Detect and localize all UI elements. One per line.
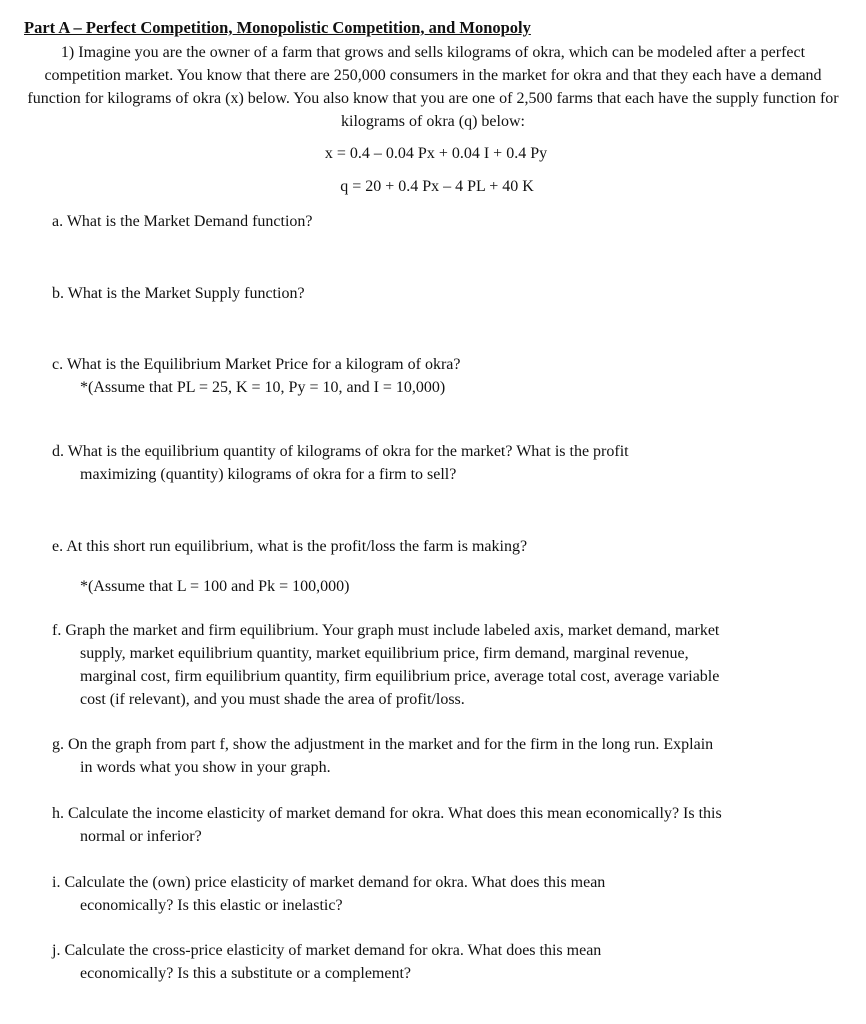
question-g-text-2: in words what you show in your graph. — [80, 759, 331, 776]
question-b — [52, 282, 812, 305]
question-e — [52, 535, 812, 558]
question-j-text-2: economically? Is this a substitute or a complement? — [80, 965, 412, 982]
question-f-text-2: supply, market equilibrium quantity, market equilibrium price, firm demand, marginal revenue, — [80, 645, 689, 662]
question-g-text: g. On the graph from part f, show the adjustment in the market and for the firm in the long run. Explain — [52, 736, 714, 753]
question-i-text-2: economically? Is this elastic or inelastic? — [80, 897, 343, 914]
question-c-text: c. What is the Equilibrium Market Price for a kilogram of okra? — [52, 356, 461, 373]
question-h-text: h. Calculate the income elasticity of market demand for okra. What does this mean economically? Is this — [52, 805, 722, 822]
section-heading: Part A – Perfect Competition, Monopolistic Competition, and Monopoly — [24, 18, 531, 37]
question-f — [52, 619, 812, 711]
question-b-text: b. What is the Market Supply function? — [52, 285, 305, 302]
question-c — [52, 353, 812, 399]
question-f-text: f. Graph the market and firm equilibrium. Your graph must include labeled axis, market demand, market — [52, 622, 720, 639]
question-h-text-2: normal or inferior? — [80, 828, 202, 845]
question-g — [52, 733, 812, 779]
demand-equation: x = 0.4 – 0.04 Px + 0.04 I + 0.4 Py — [324, 145, 548, 162]
question-c-assumption: *(Assume that PL = 25, K = 10, Py = 10, and I = 10,000) — [80, 379, 446, 396]
question-f-text-4: cost (if relevant), and you must shade the area of profit/loss. — [80, 691, 465, 708]
question-d-text: d. What is the equilibrium quantity of kilograms of okra for the market? What is the profit — [52, 443, 629, 460]
question-a-text: a. What is the Market Demand function? — [52, 213, 313, 230]
question-e-assumption: *(Assume that L = 100 and Pk = 100,000) — [80, 578, 350, 595]
question-i-text: i. Calculate the (own) price elasticity of market demand for okra. What does this mean — [52, 874, 606, 891]
question-a — [52, 210, 812, 233]
question-d-text-cont: maximizing (quantity) kilograms of okra for a firm to sell? — [80, 466, 457, 483]
question-e-text: e. At this short run equilibrium, what is the profit/loss the farm is making? — [52, 538, 528, 555]
question-j-text: j. Calculate the cross-price elasticity of market demand for okra. What does this mean — [52, 942, 602, 959]
problem-intro: 1) Imagine you are the owner of a farm that grows and sells kilograms of okra, which can be modeled after a perfect competition market. You know that there are 250,000 consumers in the market for okra and that they each have a demand function for kilograms of okra (x) below. You also know that you are one of 2,500 farms that each have the supply function for kilograms of okra (q) below: — [27, 44, 839, 130]
question-f-text-3: marginal cost, firm equilibrium quantity, firm equilibrium price, average total cost, average variable — [80, 668, 720, 685]
question-i — [52, 871, 812, 917]
supply-equation: q = 20 + 0.4 Px – 4 PL + 40 K — [340, 178, 534, 195]
question-h — [52, 802, 812, 848]
question-d — [52, 440, 812, 486]
question-j — [52, 939, 812, 985]
